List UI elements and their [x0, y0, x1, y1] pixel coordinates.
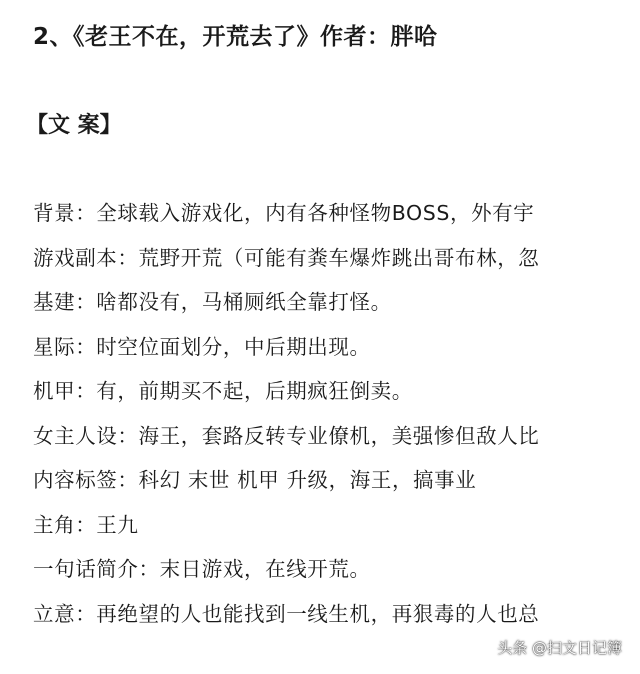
synopsis-line-interstellar: 星际：时空位面划分，中后期出现。: [33, 334, 371, 359]
synopsis-line-heroine: 女主人设：海王，套路反转专业僚机，美强惨但敌人比: [33, 423, 540, 448]
synopsis-line-game-dungeon: 游戏副本：荒野开荒（可能有粪车爆炸跳出哥布林，忽: [33, 245, 540, 270]
watermark: 头条 @扫文日记簿: [497, 639, 622, 657]
synopsis-line-background: 背景：全球载入游戏化，内有各种怪物BOSS，外有宇: [33, 201, 535, 225]
synopsis-line-protagonist: 主角：王九: [33, 512, 139, 537]
synopsis-lines: [33, 194, 640, 639]
synopsis-line-theme: 立意：再绝望的人也能找到一线生机，再狠毒的人也总: [33, 601, 540, 626]
synopsis-line-one-liner: 一句话简介：末日游戏，在线开荒。: [33, 557, 371, 581]
section-header: 【文 案】: [26, 113, 122, 138]
synopsis-line-infrastructure: 基建：啥都没有，马桶厕纸全靠打怪。: [33, 290, 392, 314]
article-title: 2、《老王不在，开荒去了》作者：胖哈: [33, 24, 438, 50]
synopsis-line-mecha: 机甲：有，前期买不起，后期疯狂倒卖。: [33, 379, 413, 403]
synopsis-line-tags: 内容标签：科幻 末世 机甲 升级，海王，搞事业: [33, 468, 477, 492]
